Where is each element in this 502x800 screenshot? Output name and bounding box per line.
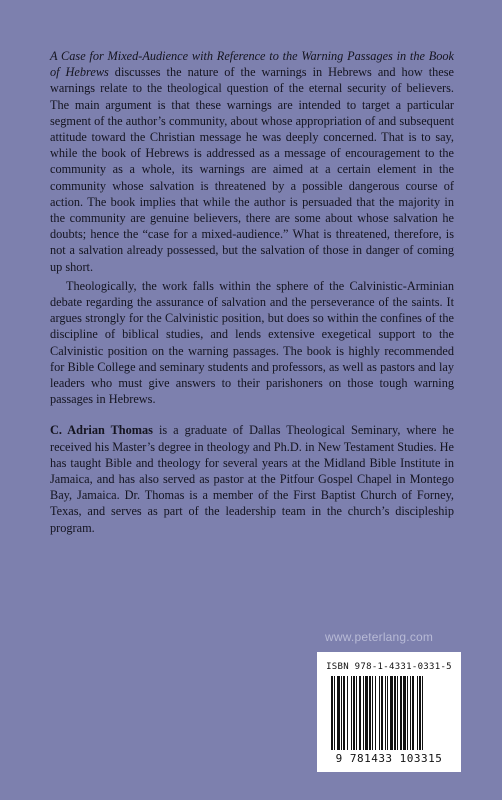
back-cover-text bbox=[50, 48, 454, 536]
book-title-italic: A Case for Mixed-Audience with Reference to the Warning Passages in the Book of Hebrews bbox=[50, 49, 454, 80]
author-bio-text: is a graduate of Dallas Theological Seminary, where he received his Master’s degree in theology and Ph.D. in New Testament Studies. He has taught Bible and theology for several years at the Midland Bible Institute in Jamaica, and has also served as pastor at the Pitfour Gospel Chapel in Montego Bay, Jamaica. Dr. Thomas is a member of the First Baptist Church of Forney, Texas, and serves as part of the leadership team in the church’s discipleship program. bbox=[50, 423, 454, 535]
publisher-url[interactable]: www.peterlang.com bbox=[325, 630, 434, 644]
description-paragraph-1-text: discusses the nature of the warnings in Hebrews and how these warnings relate to the theological question of the eternal security of believers. The main argument is that these warnings are intended to target a particular segment of the author’s community, about whose appropriation of and subsequent attitude toward the Christian message he was deeply concerned. That is to say, while the book of Hebrews is addressed as a message of encouragement to the community as a whole, its warnings are aimed at a certain element in the community whose salvation is threatened by a possible dangerous course of action. The book implies that while the author is persuaded that the majority in the community are genuine believers, there are some about whose salvation he doubts; hence the “case for a mixed-audience.” What is threatened, therefore, is not a salvation already possessed, but the salvation of those in danger of coming up short. bbox=[50, 65, 454, 274]
isbn-digits: 9 781433 103315 bbox=[335, 752, 443, 765]
isbn-barcode bbox=[317, 652, 461, 772]
description-paragraph-1 bbox=[50, 48, 454, 275]
isbn-label: ISBN 978-1-4331-0331-5 bbox=[326, 662, 452, 672]
author-name: C. Adrian Thomas bbox=[50, 423, 153, 438]
author-bio bbox=[50, 422, 454, 535]
barcode-bars bbox=[331, 676, 447, 750]
description-paragraph-2: Theologically, the work falls within the sphere of the Calvinistic-Arminian debate regarding the assurance of salvation and the perseverance of the saints. It argues strongly for the Calvinistic position, but does so within the confines of the discipline of biblical studies, and lends extensive exegetical support to the Calvinistic position on the warning passages. The book is highly recommended for Bible College and seminary students and professors, as well as pastors and lay leaders who must give answers to their parishoners on those tough warning passages in Hebrews. bbox=[50, 278, 454, 407]
